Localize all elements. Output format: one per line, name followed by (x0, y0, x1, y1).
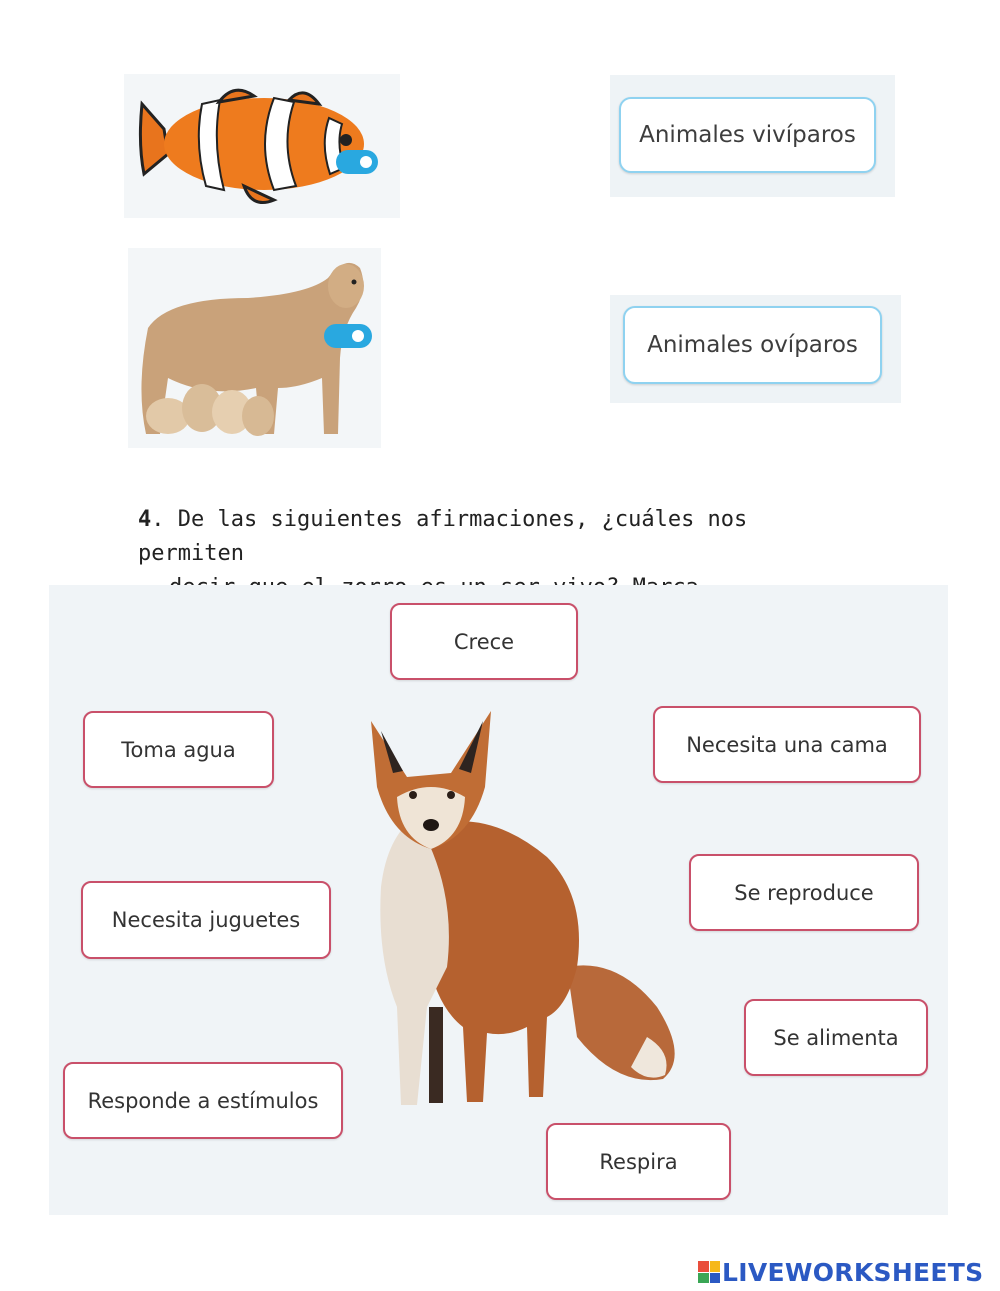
statement-respira[interactable]: Respira (546, 1123, 731, 1200)
fox-drawing (367, 707, 689, 1117)
clownfish-drawing (124, 74, 400, 218)
option-panel-oviparos (610, 295, 901, 403)
statement-se-reproduce[interactable]: Se reproduce (689, 854, 919, 931)
fox-panel (49, 585, 948, 1215)
statement-toma-agua[interactable]: Toma agua (83, 711, 274, 788)
option-viviparos-button[interactable]: Animales vivíparos (619, 97, 876, 173)
liveworksheets-logo (698, 1255, 983, 1289)
question-number: 4 (138, 507, 152, 532)
statement-necesita-una-cama[interactable]: Necesita una cama (653, 706, 921, 783)
question-line-1: De las siguientes afirmaciones, ¿cuáles nos permiten (138, 507, 748, 566)
dog-drawing (128, 248, 381, 448)
question-dot: . (151, 507, 178, 532)
statement-crece[interactable]: Crece (390, 603, 578, 680)
statement-responde-a-estimulos[interactable]: Responde a estímulos (63, 1062, 343, 1139)
option-oviparos-button[interactable]: Animales ovíparos (623, 306, 882, 384)
statement-necesita-juguetes[interactable]: Necesita juguetes (81, 881, 331, 959)
clownfish-image (124, 74, 400, 218)
logo-wordmark: LIVEWORKSHEETS (722, 1257, 984, 1287)
statement-se-alimenta[interactable]: Se alimenta (744, 999, 928, 1076)
option-panel-viviparos (610, 75, 895, 197)
dog-image (128, 248, 381, 448)
logo-mark-icon (698, 1261, 720, 1283)
